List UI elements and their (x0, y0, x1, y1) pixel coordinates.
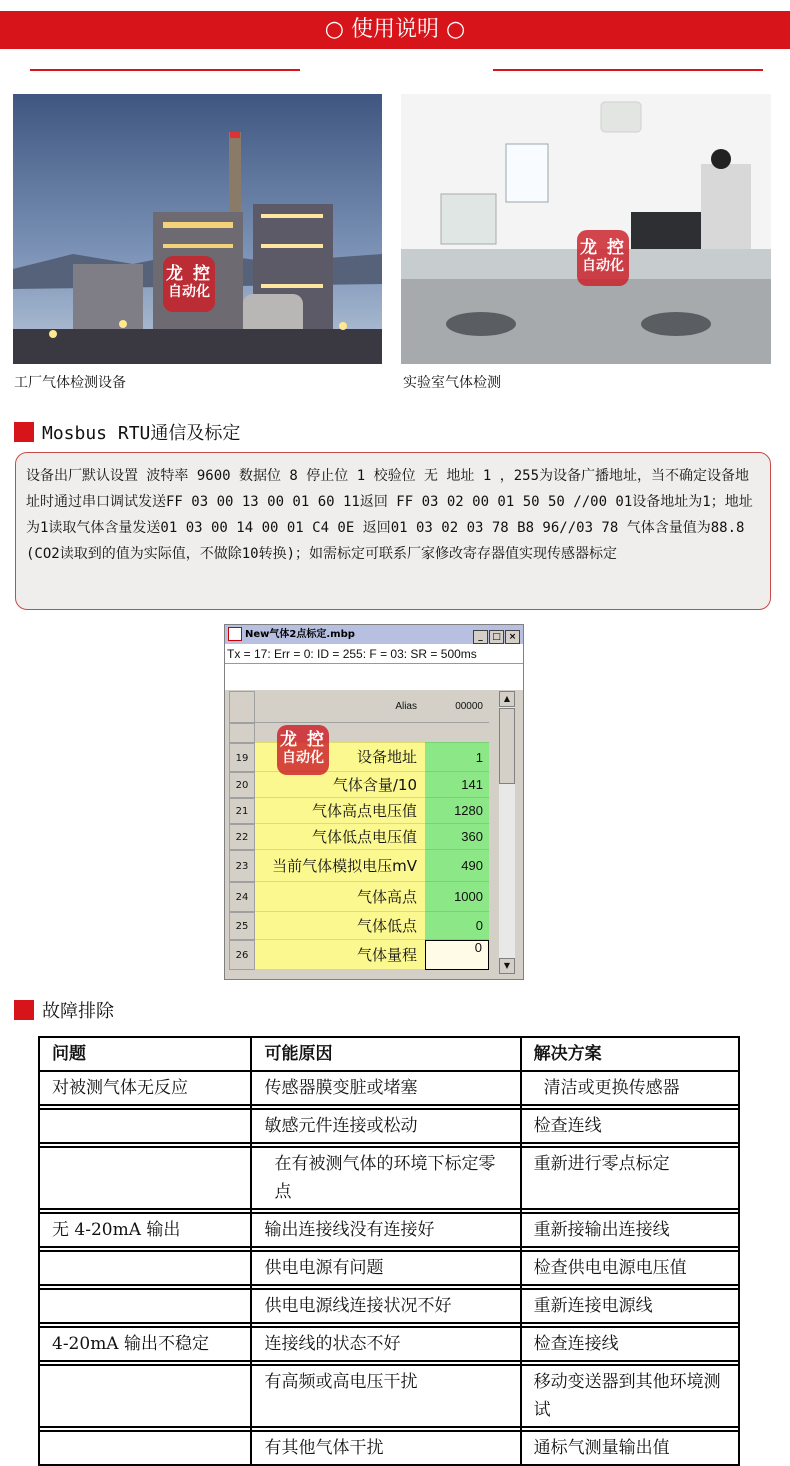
window-titlebar[interactable] (225, 625, 523, 644)
table-row[interactable] (229, 912, 493, 940)
alias-header: Alias (255, 691, 425, 723)
modbus-poll-window[interactable] (224, 624, 524, 980)
register-value-selected[interactable]: 0 (425, 940, 489, 970)
cell-solution: 移动变送器到其他环境测试 (521, 1365, 739, 1427)
register-alias: 设备地址 (255, 743, 425, 772)
heading-text: 故障排除 (42, 1001, 114, 1022)
col-header-problem: 问题 (39, 1037, 251, 1071)
cell-problem (39, 1109, 251, 1143)
cell-cause: 传感器膜变脏或堵塞 (251, 1071, 520, 1105)
scroll-up-icon[interactable]: ▲ (499, 691, 515, 707)
caption-lab: 实验室气体检测 (403, 375, 501, 391)
register-grid[interactable] (229, 691, 493, 970)
cell-cause: 连接线的状态不好 (251, 1327, 520, 1361)
cell-problem (39, 1289, 251, 1323)
factory-photo (13, 94, 382, 364)
register-alias: 气体量程 (255, 940, 425, 970)
table-row[interactable] (229, 743, 493, 772)
table-row (39, 1147, 739, 1209)
register-alias: 气体低点 (255, 912, 425, 940)
watermark-badge: 龙 控 自动化 (577, 230, 629, 286)
cell-problem: 4-20mA 输出不稳定 (39, 1327, 251, 1361)
table-row (39, 1327, 739, 1361)
maximize-button[interactable]: □ (489, 630, 504, 644)
cell-solution: 检查供电电源电压值 (521, 1251, 739, 1285)
caption-factory: 工厂气体检测设备 (14, 375, 126, 391)
register-alias: 气体含量/10 (255, 772, 425, 798)
table-row[interactable] (229, 772, 493, 798)
status-line: Tx = 17: Err = 0: ID = 255: F = 03: SR = 500ms (225, 644, 523, 664)
cell-solution: 重新接输出连接线 (521, 1213, 739, 1247)
register-value[interactable]: 360 (425, 824, 489, 850)
cell-problem (39, 1251, 251, 1285)
col-header-cause: 可能原因 (251, 1037, 520, 1071)
register-alias: 气体高点 (255, 882, 425, 912)
cell-problem: 对被测气体无反应 (39, 1071, 251, 1105)
cell-solution: 检查连线 (521, 1109, 739, 1143)
section-banner: ○ 使用说明 ○ (0, 11, 790, 49)
cell-problem (39, 1147, 251, 1209)
row-number: 19 (229, 743, 255, 772)
cell-cause: 供电电源有问题 (251, 1251, 520, 1285)
watermark-badge: 龙 控 自动化 (277, 725, 329, 775)
cell-problem: 无 4-20mA 输出 (39, 1213, 251, 1247)
row-number: 20 (229, 772, 255, 798)
cell-problem (39, 1431, 251, 1465)
window-controls (472, 627, 520, 646)
table-row[interactable] (229, 882, 493, 912)
table-row (39, 1365, 739, 1427)
heading-marker (14, 422, 34, 442)
table-row[interactable] (229, 824, 493, 850)
register-value[interactable]: 1280 (425, 798, 489, 824)
register-value[interactable]: 141 (425, 772, 489, 798)
divider-right (493, 69, 763, 71)
divider-left (30, 69, 300, 71)
row-number: 26 (229, 940, 255, 970)
address-header: 00000 (425, 691, 489, 723)
cell-solution: 重新进行零点标定 (521, 1147, 739, 1209)
cell-cause: 有高频或高电压干扰 (251, 1365, 520, 1427)
minimize-button[interactable]: _ (473, 630, 488, 644)
cell-cause: 供电电源线连接状况不好 (251, 1289, 520, 1323)
scroll-thumb[interactable] (499, 708, 515, 784)
heading-marker (14, 1000, 34, 1020)
section-heading-trouble (14, 997, 114, 1023)
app-icon (228, 627, 242, 641)
table-row (39, 1213, 739, 1247)
section-heading-comm (14, 419, 240, 445)
cell-solution: 清洁或更换传感器 (521, 1071, 739, 1105)
comm-note: 设备出厂默认设置 波特率 9600 数据位 8 停止位 1 校验位 无 地址 1 ，255为设备广播地址，当不确定设备地址时通过串口调试发送FF 03 00 13 00 01 60 11返回 FF 03 02 00 01 50 50 //00 01设备地址为1；地址为1读取气体含量发送01 03 00 14 00 01 C4 0E 返回01 03 02 03 78 B8 96//03 78 气体含量值为88.8(CO2读取到的值为实际值，不做除10转换)；如需标定可联系厂家修改寄存器值实现传感器标定 (15, 452, 771, 610)
lab-photo (401, 94, 771, 364)
table-row (39, 1071, 739, 1105)
table-row[interactable] (229, 940, 493, 970)
cell-cause: 输出连接线没有连接好 (251, 1213, 520, 1247)
cell-solution: 重新连接电源线 (521, 1289, 739, 1323)
table-row[interactable] (229, 798, 493, 824)
register-value[interactable]: 1000 (425, 882, 489, 912)
cell-solution: 检查连接线 (521, 1327, 739, 1361)
cell-problem (39, 1365, 251, 1427)
row-number: 22 (229, 824, 255, 850)
vertical-scrollbar[interactable] (499, 691, 515, 974)
row-number: 23 (229, 850, 255, 882)
table-row (39, 1431, 739, 1465)
close-button[interactable]: × (505, 630, 520, 644)
row-number: 24 (229, 882, 255, 912)
col-header-solution: 解决方案 (521, 1037, 739, 1071)
table-row (39, 1109, 739, 1143)
cell-solution: 通标气测量输出值 (521, 1431, 739, 1465)
watermark-badge: 龙 控 自动化 (163, 256, 215, 312)
cell-cause: 有其他气体干扰 (251, 1431, 520, 1465)
window-title: New气体2点标定.mbp (245, 629, 355, 640)
scroll-down-icon[interactable]: ▼ (499, 958, 515, 974)
row-number: 21 (229, 798, 255, 824)
table-row[interactable] (229, 850, 493, 882)
register-alias: 气体低点电压值 (255, 824, 425, 850)
heading-text: Mosbus RTU通信及标定 (42, 423, 241, 444)
register-alias: 当前气体模拟电压mV (255, 850, 425, 882)
row-number: 25 (229, 912, 255, 940)
table-row (39, 1289, 739, 1323)
register-value[interactable]: 0 (425, 912, 489, 940)
register-alias: 气体高点电压值 (255, 798, 425, 824)
register-value[interactable]: 1 (425, 743, 489, 772)
register-value[interactable]: 490 (425, 850, 489, 882)
cell-cause: 在有被测气体的环境下标定零点 (251, 1147, 520, 1209)
cell-cause: 敏感元件连接或松动 (251, 1109, 520, 1143)
troubleshooting-table (38, 1036, 740, 1466)
table-row (39, 1251, 739, 1285)
